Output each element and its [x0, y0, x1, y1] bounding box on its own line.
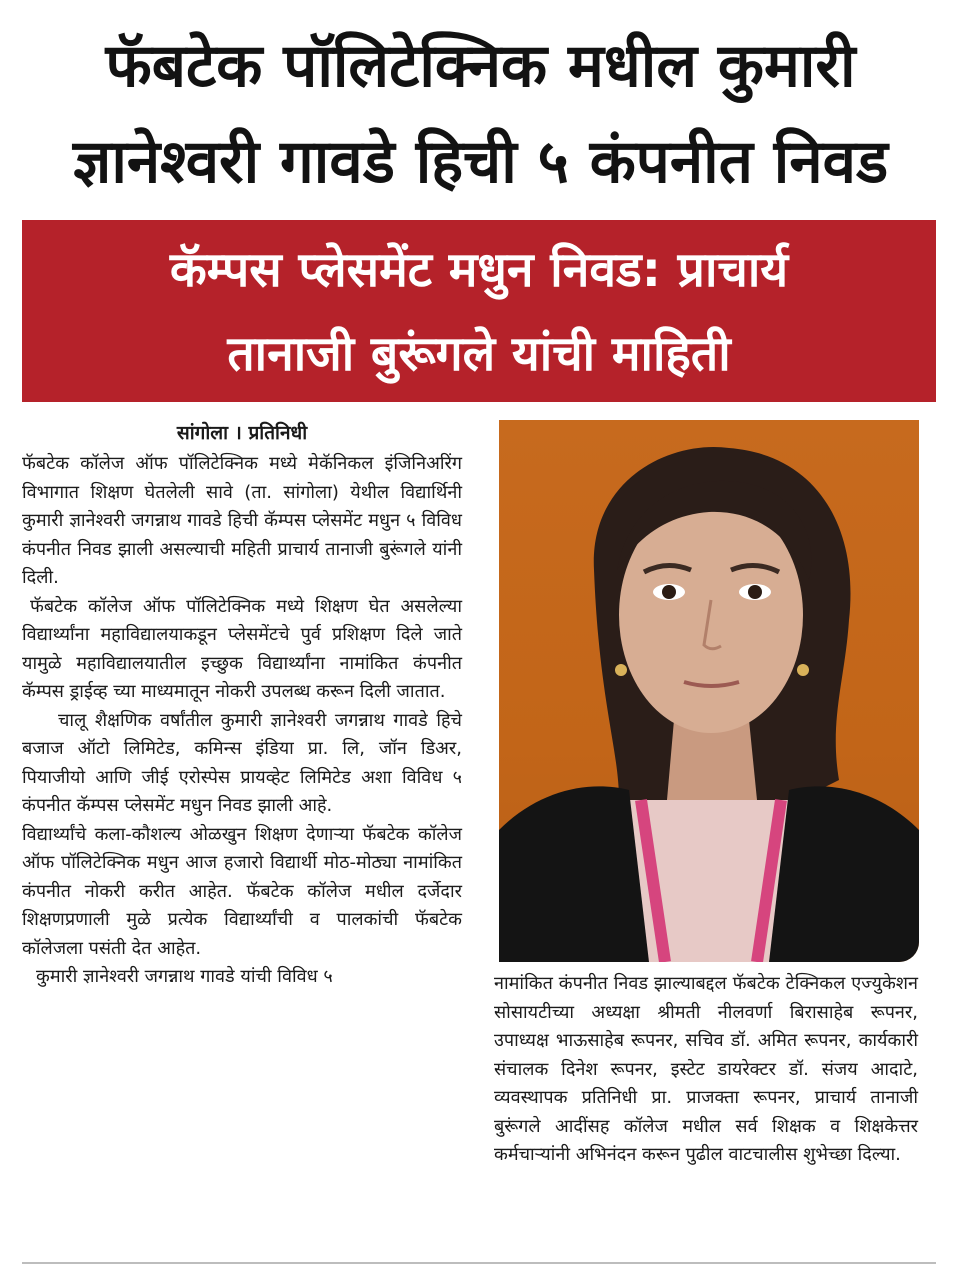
- byline: सांगोला । प्रतिनिधी: [176, 422, 308, 444]
- student-portrait-illustration: [499, 420, 919, 962]
- headline-line-1: फॅबटेक पॉलिटेक्निक मधील कुमारी: [105, 31, 856, 101]
- article-paragraph: नामांकित कंपनीत निवड झाल्याबद्दल फॅबटेक टेक्निकल एज्युकेशन सोसायटीच्या अध्यक्षा श्रीमती नीलवर्णा बिरासाहेब रूपनर, उपाध्यक्ष भाऊसाहेब रूपनर, सचिव डॉ. अमित रूपनर, कार्यकारी संचालक दिनेश रूपनर, इस्टेट डायरेक्टर डॉ. संजय आदाटे, व्यवस्थापक प्रतिनिधी प्रा. प्राजक्ता रूपनर, प्राचार्य तानाजी बुरूंगले आदींसह कॉलेज मधील सर्व शिक्षक व शिक्षकेत्तर कर्मचाऱ्यांनी अभिनंदन करून पुढील वाटचालीस शुभेच्छा दिल्या.: [494, 973, 918, 1165]
- headline: [20, 18, 941, 210]
- article-paragraph: फॅबटेक कॉलेज ऑफ पॉलिटेक्निक मध्ये मेकॅनिकल इंजिनिअरिंग विभागात शिक्षण घेतलेली सावे (ता. सांगोला) येथील विद्यार्थिनी कुमारी ज्ञानेश्वरी जगन्नाथ गावडे हिची कॅम्पस प्लेसमेंट मधुन ५ विविध कंपनीत निवड झाली असल्याची महिती प्राचार्य तानाजी बुरूंगले यांनी दिली.: [22, 453, 462, 588]
- headline-line-2: ज्ञानेश्वरी गावडे हिची ५ कंपनीत निवड: [72, 127, 889, 197]
- bottom-divider: [22, 1262, 936, 1264]
- article-paragraph: चालू शैक्षणिक वर्षांतील कुमारी ज्ञानेश्वरी जगन्नाथ गावडे हिचे बजाज ऑटो लिमिटेड, कमिन्स इंडिया प्रा. लि, जॉन डिअर, पियाजीयो आणि जीई एरोस्पेस प्रायव्हेट लिमिटेड अशा विविध ५ कंपनीत कॅम्पस प्लेसमेंट मधुन निवड झाली आहे.: [22, 709, 462, 816]
- article-paragraph: कुमारी ज्ञानेश्वरी जगन्नाथ गावडे यांची विविध ५: [36, 966, 333, 987]
- subheadline-line-1: कॅम्पस प्लेसमेंट मधुन निवड: प्राचार्य: [169, 242, 789, 298]
- subheadline-line-2: तानाजी बुरूंगले यांची माहिती: [227, 326, 731, 382]
- article-paragraph: फॅबटेक कॉलेज ऑफ पॉलिटेक्निक मध्ये शिक्षण घेत असलेल्या विद्यार्थ्यांना महाविद्यालयाकडून प्लेसमेंटचे पुर्व प्रशिक्षण दिले जाते यामुळे महाविद्यालयातील इच्छुक विद्यार्थ्यांना नामांकित कंपनीत कॅम्पस ड्राईव्ह च्या माध्यमातून नोकरी उपलब्ध करून दिली जातात.: [22, 595, 462, 702]
- article-left-column: [22, 450, 462, 992]
- subheadline-banner: [22, 220, 936, 402]
- article-right-column: [494, 970, 918, 1170]
- student-photo: [499, 420, 919, 962]
- article-paragraph: विद्यार्थ्यांचे कला-कौशल्य ओळखुन शिक्षण देणाऱ्या फॅबटेक कॉलेज ऑफ पॉलिटेक्निक मधुन आज हजारो विद्यार्थी मोठ-मोठ्या नामांकित कंपनीत नोकरी करीत आहेत. फॅबटेक कॉलेज मधील दर्जेदार शिक्षणप्रणाली मुळे प्रत्येक विद्यार्थ्यांची व पालकांची फॅबटेक कॉलेजला पसंती देत आहेत.: [22, 823, 462, 959]
